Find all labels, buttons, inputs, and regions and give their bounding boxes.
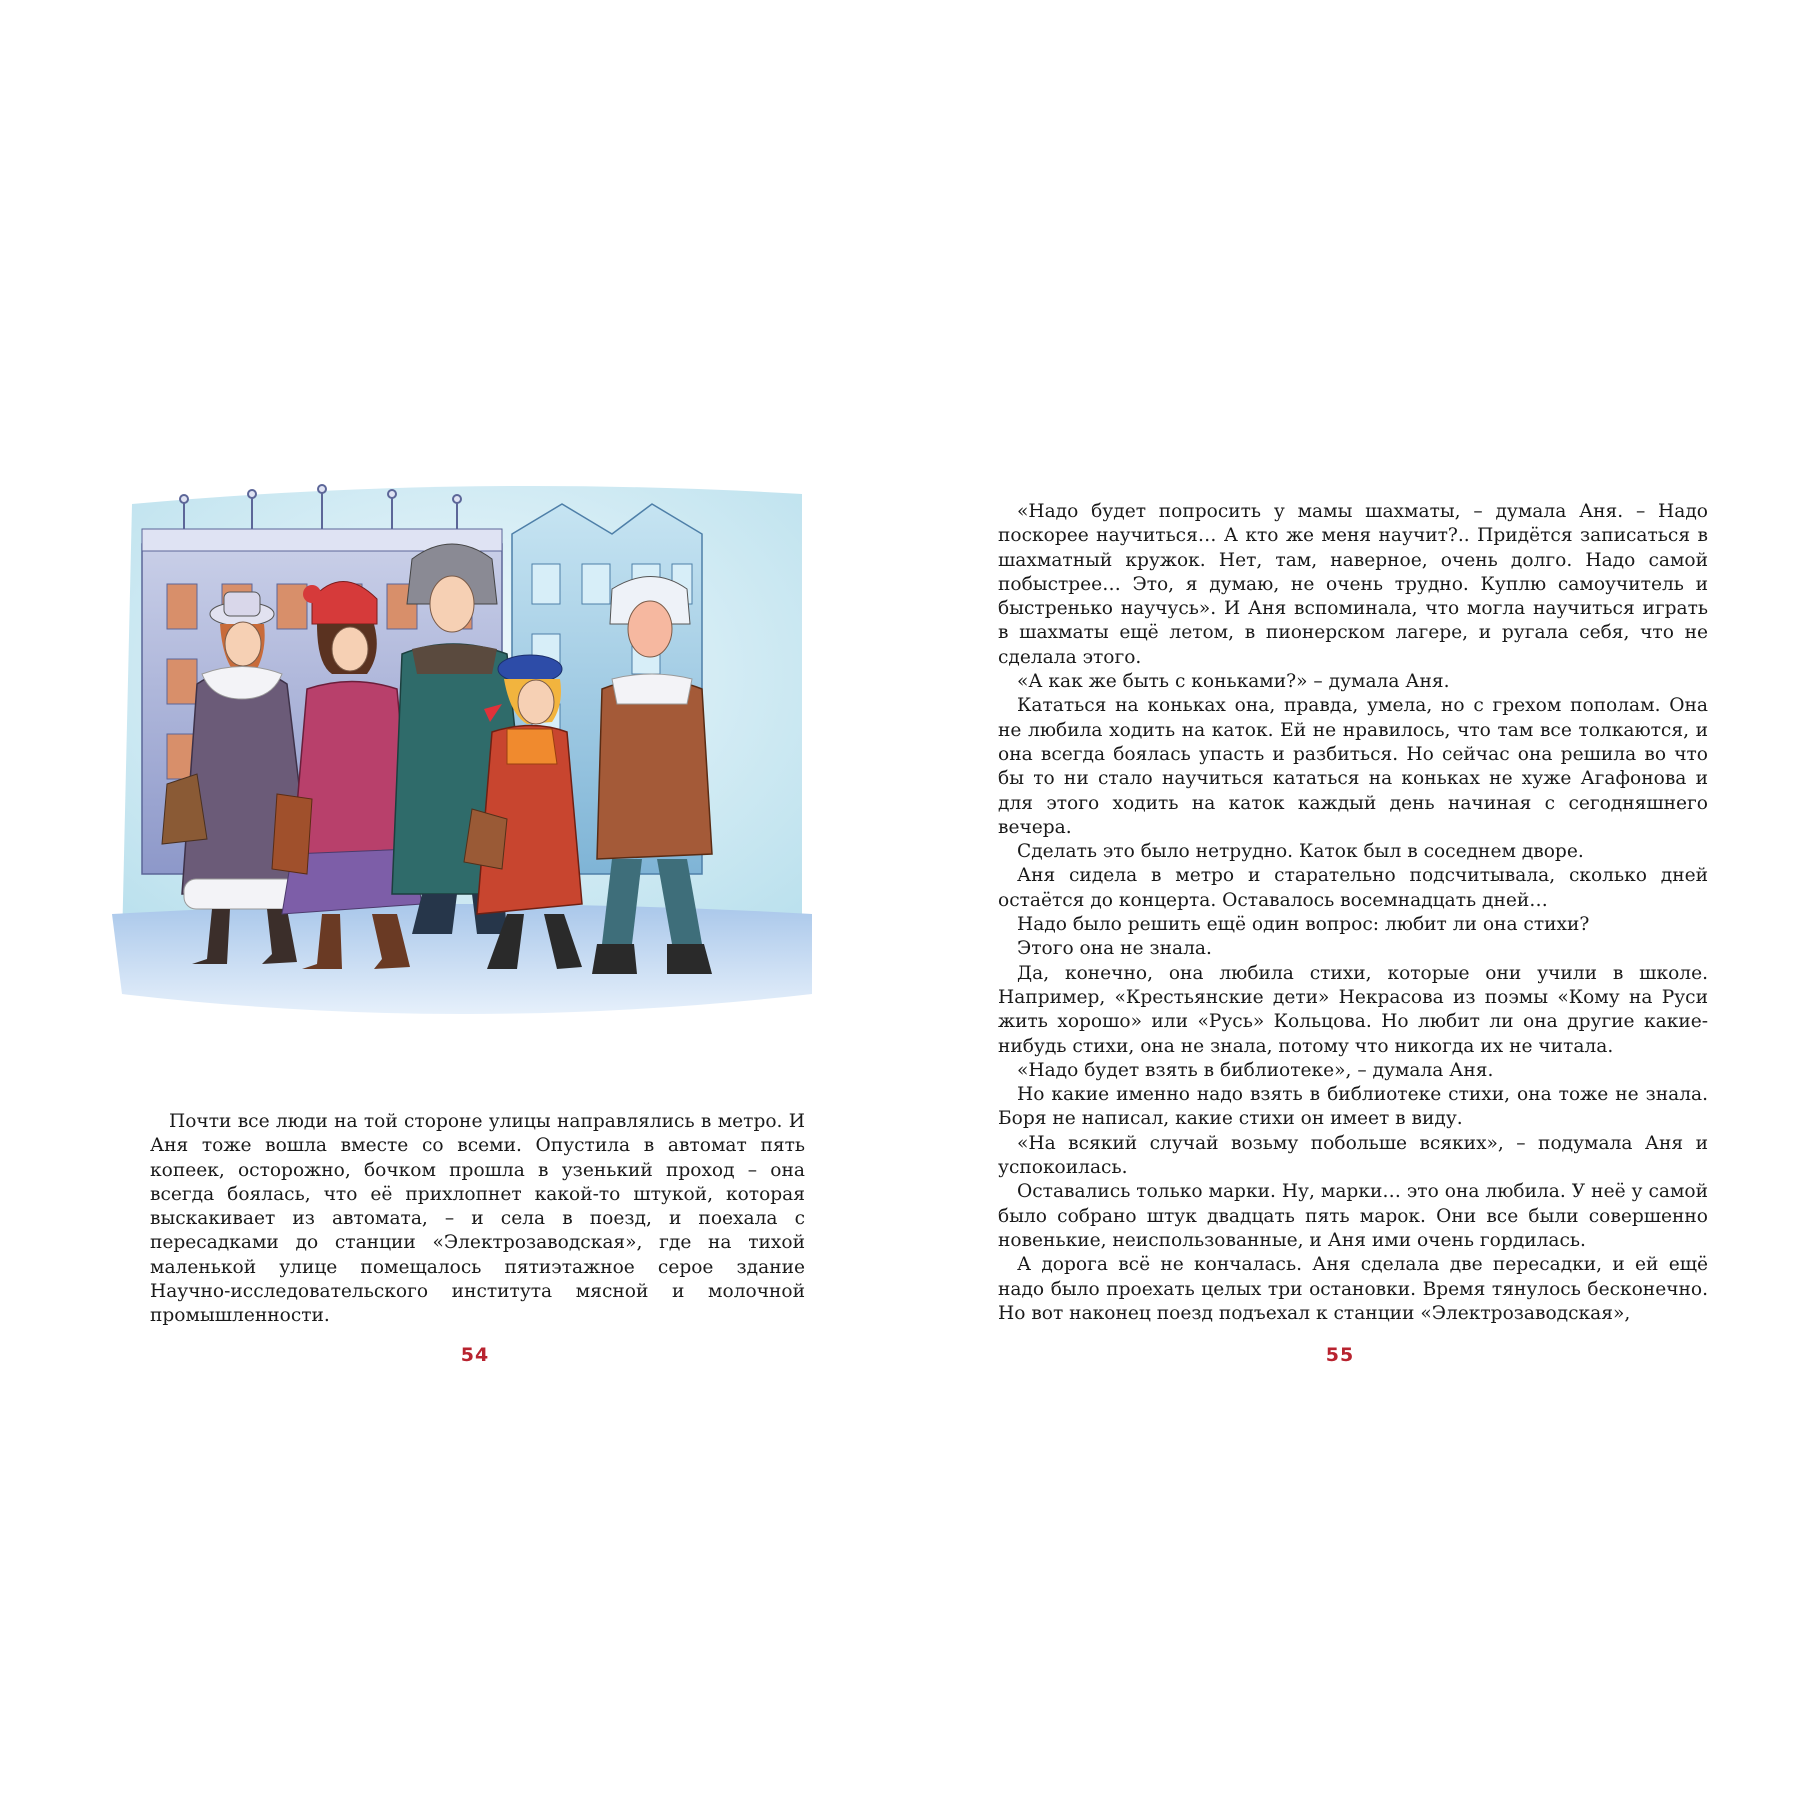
street-illustration: [112, 474, 812, 1064]
right-page: [900, 0, 1800, 1800]
paragraph: Аня сидела в метро и старательно подсчитывала, сколько дней остаётся до концерта. Оставалось восемнадцать дней…: [998, 865, 1708, 911]
paragraph: Сделать это было нетрудно. Каток был в соседнем дворе.: [1017, 841, 1584, 863]
paragraph: А дорога всё не кончалась. Аня сделала две пересадки, и ей ещё надо было проехать целых три остановки. Время тянулось бесконечно. Но вот наконец поезд подъехал к станции «Электрозаводская»,: [998, 1254, 1708, 1324]
paragraph: Да, конечно, она любила стихи, которые они учили в школе. Например, «Крестьянские дети» Некрасова из поэмы «Кому на Руси жить хорошо» или «Русь» Кольцова. Но любит ли она другие какие-нибудь стихи, она не знала, потому что никогда их не читала.: [998, 962, 1708, 1057]
paragraph: «А как же быть с коньками?» – думала Аня.: [1017, 671, 1450, 693]
paragraph: Почти все люди на той стороне улицы направлялись в метро. И Аня тоже вошла вместе со всеми. Опустила в автомат пять копеек, осторожно, бочком прошла в узенький проход – она всегда боялась, что её прихлопнет какой-то штукой, которая выскакивает из автомата, – и села в поезд, и поехала с пересадками до станции «Электрозаводская», где на тихой маленькой улице помещалось пятиэтажное серое здание Научно-исследовательского института мясной и молочной промышленности.: [150, 1111, 805, 1327]
page-number: 55: [1325, 1344, 1355, 1366]
paragraph: Кататься на коньках она, правда, умела, но с грехом пополам. Она не любила ходить на каток. Ей не нравилось, что там все толкаются, и она всегда боялась упасть и разбиться. Но сейчас она решила во что бы то ни стало научиться кататься на коньках не хуже Агафонова и для этого ходить на каток каждый день начиная с сегодняшнего вечера.: [998, 695, 1708, 838]
left-page-text: [150, 1110, 805, 1329]
paragraph: «Надо будет взять в библиотеке», – думала Аня.: [1017, 1059, 1494, 1081]
paragraph: Надо было решить ещё один вопрос: любит ли она стихи?: [1017, 914, 1590, 936]
page-number: 54: [460, 1344, 490, 1366]
paragraph: Оставались только марки. Ну, марки… это она любила. У неё у самой было собрано штук двадцать пять марок. Они все были совершенно новенькие, неиспользованные, и Аня ими очень гордилась.: [998, 1181, 1708, 1251]
paragraph: «На всякий случай возьму побольше всяких», – подумала Аня и успокоилась.: [998, 1132, 1708, 1179]
paragraph: Этого она не знала.: [1017, 938, 1212, 960]
paragraph: Но какие именно надо взять в библиотеке стихи, она тоже не знала. Боря не написал, какие стихи он имеет в виду.: [998, 1084, 1708, 1130]
paragraph: «Надо будет попросить у мамы шахматы, – думала Аня. – Надо поскорее научиться… А кто же меня научит?.. Придётся записаться в шахматный кружок. Нет, там, наверное, очень долго. Надо самой побыстрее… Это, я думаю, не очень трудно. Куплю самоучитель и быстренько научусь». И Аня вспоминала, что могла научиться играть в шахматы ещё летом, в пионерском лагере, и ругала себя, что не сделала этого.: [998, 501, 1708, 668]
right-page-text: [998, 500, 1708, 1326]
